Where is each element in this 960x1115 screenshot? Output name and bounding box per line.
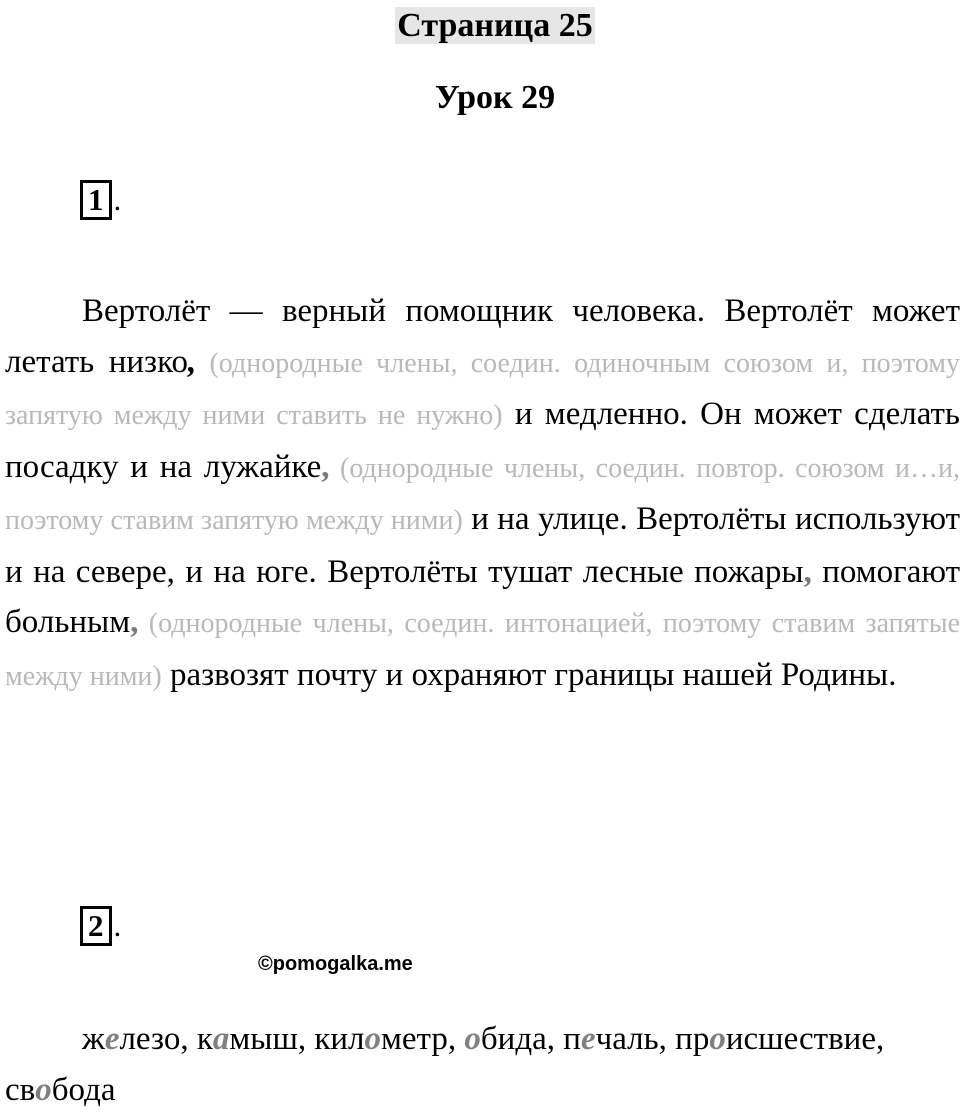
word-post: мыш, — [229, 1021, 315, 1057]
word-vowel: о — [464, 1021, 481, 1057]
word-vowel: е — [580, 1021, 596, 1057]
word-pre: ж — [82, 1021, 105, 1057]
task-1-sentence-4: помогают больным — [5, 553, 960, 640]
task-1-sentence-2: и медленно. Он может сделать посадку и на лужайке — [5, 396, 960, 485]
word-vowel: о — [35, 1071, 52, 1108]
task-1-text — [5, 286, 960, 702]
word-post: шествие, — [758, 1021, 885, 1057]
task-1-comma-2: , — [803, 553, 812, 590]
word-pre: кил — [314, 1021, 365, 1057]
task-1-number-dot: . — [113, 182, 122, 217]
word-vowel: о — [709, 1021, 726, 1057]
word-pre: св — [5, 1071, 36, 1108]
page-title-text: Страница 25 — [397, 7, 593, 44]
word-post: метр, — [381, 1021, 465, 1057]
task-1-comma-3: , — [130, 604, 139, 640]
task-1-comma-1: , — [321, 448, 330, 485]
word-vowel: о — [364, 1021, 382, 1057]
task-1-note-2: (однородные члены, соедин. повтор. союзом и…и, поэтому ставим запятую между ними) — [5, 452, 960, 536]
page-title — [0, 6, 960, 46]
word-pre: к — [196, 1021, 213, 1057]
task-1-note-1: (однородные члены, соедин. одиночным союзом и, поэтому запятую между ними ставить не нужно) — [5, 347, 960, 431]
word-post: чаль, — [595, 1021, 676, 1057]
task-1-sentence-3: и на улице. Вертолёты используют и на севере, и на юге. Вертолёты тушат лесные пожары — [5, 501, 960, 590]
word-vowel: е — [104, 1021, 120, 1057]
word-pre: пр — [675, 1021, 710, 1057]
task-1-sentence-1: Вертолёт — верный помощник человека. Вертолёт может летать низко — [5, 293, 960, 380]
word-post: бида, — [480, 1021, 564, 1057]
task-2-text — [5, 1014, 960, 1115]
task-1-number — [80, 180, 121, 220]
word-mid: ис — [725, 1021, 759, 1057]
word-pre: п — [563, 1021, 581, 1057]
task-2-number-dot: . — [113, 908, 122, 943]
task-1-note-3: (однородные члены, соедин. интонацией, поэтому ставим запятые между ними) — [5, 608, 960, 692]
word-post: бода — [51, 1071, 116, 1108]
word-post: лезо, — [119, 1021, 197, 1057]
task-1-crossed-comma: , — [187, 343, 197, 380]
task-2-number-box: 2 — [80, 906, 112, 946]
lesson-title: Урок 29 — [434, 79, 556, 116]
word-vowel: а — [212, 1021, 230, 1057]
watermark: ©pomogalka.me — [258, 953, 413, 975]
task-2-number — [80, 906, 121, 946]
task-1-sentence-5: развозят почту и охраняют границы нашей Родины. — [161, 656, 897, 693]
task-1-number-box: 1 — [80, 180, 112, 220]
